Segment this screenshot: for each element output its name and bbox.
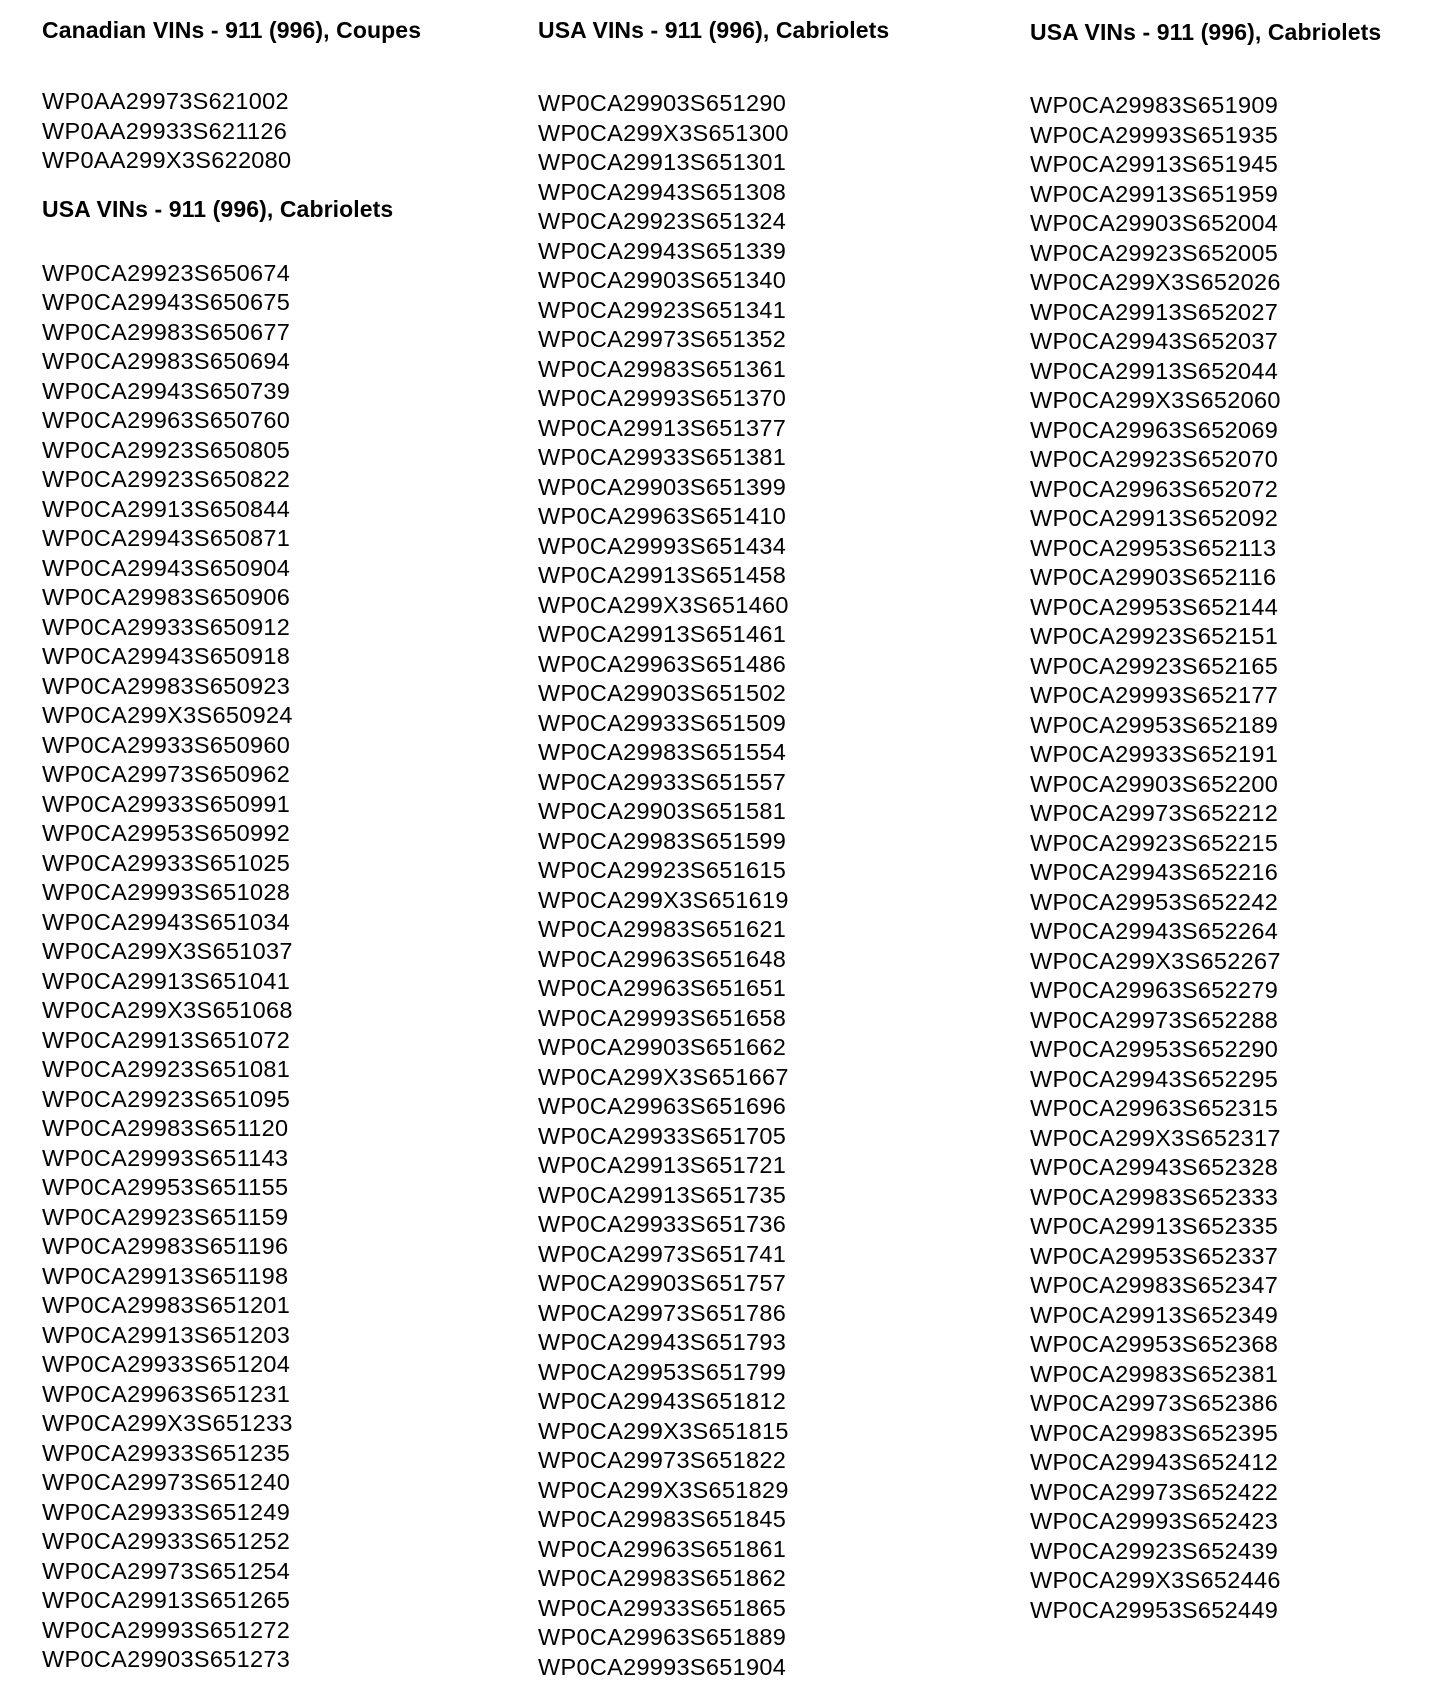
vin-list-item: WP0CA29983S651845 xyxy=(538,1505,978,1535)
vin-list-item: WP0CA29903S651581 xyxy=(538,797,978,827)
vin-list-item: WP0CA29933S651204 xyxy=(42,1350,482,1380)
vin-list-item: WP0CA29913S652349 xyxy=(1030,1301,1456,1331)
vin-list-item: WP0CA29913S652335 xyxy=(1030,1212,1456,1242)
vin-list-item: WP0CA29903S651290 xyxy=(538,89,978,119)
vin-list-item: WP0CA29993S651434 xyxy=(538,532,978,562)
vin-list-item: WP0CA29913S651461 xyxy=(538,620,978,650)
column-1 xyxy=(42,0,482,1675)
vin-list-item: WP0CA29943S650918 xyxy=(42,642,482,672)
vin-list-item: WP0CA29973S652212 xyxy=(1030,799,1456,829)
vin-list-item: WP0CA29953S652113 xyxy=(1030,534,1456,564)
vin-list-item: WP0CA29903S651273 xyxy=(42,1645,482,1675)
vin-list-item: WP0CA29933S651252 xyxy=(42,1527,482,1557)
vin-list-item: WP0CA29933S651557 xyxy=(538,768,978,798)
vin-list-item: WP0CA29913S651735 xyxy=(538,1181,978,1211)
vin-list-item: WP0CA29933S652191 xyxy=(1030,740,1456,770)
vin-list-item: WP0CA29953S650992 xyxy=(42,819,482,849)
vin-list-item: WP0CA29953S652337 xyxy=(1030,1242,1456,1272)
vin-list-item: WP0CA29913S651377 xyxy=(538,414,978,444)
vin-list-item: WP0CA29923S652215 xyxy=(1030,829,1456,859)
vin-list-item: WP0CA29903S652004 xyxy=(1030,209,1456,239)
section-heading-usa-cabriolets: USA VINs - 911 (996), Cabriolets xyxy=(538,15,978,45)
vin-list-item: WP0CA29943S651339 xyxy=(538,237,978,267)
vin-list-item: WP0CA29923S650822 xyxy=(42,465,482,495)
vin-list-item: WP0CA29923S652070 xyxy=(1030,445,1456,475)
vin-list-item: WP0CA29923S651615 xyxy=(538,856,978,886)
vin-list-item: WP0CA29973S652288 xyxy=(1030,1006,1456,1036)
vin-list-item: WP0CA29983S651862 xyxy=(538,1564,978,1594)
vin-list-canadian-coupes xyxy=(42,87,482,176)
section-heading-usa-cabriolets: USA VINs - 911 (996), Cabriolets xyxy=(1030,17,1456,47)
vin-list-usa-cabriolets-1 xyxy=(42,259,482,1675)
vin-list-item: WP0CA29913S651721 xyxy=(538,1151,978,1181)
vin-list-item: WP0CA29983S651361 xyxy=(538,355,978,385)
vin-list-usa-cabriolets-3 xyxy=(1030,91,1456,1625)
vin-list-item: WP0CA29943S652264 xyxy=(1030,917,1456,947)
vin-list-item: WP0CA29933S651381 xyxy=(538,443,978,473)
vin-list-item: WP0CA29933S651509 xyxy=(538,709,978,739)
vin-list-item: WP0CA29953S652189 xyxy=(1030,711,1456,741)
vin-list-item: WP0CA29903S651757 xyxy=(538,1269,978,1299)
vin-list-item: WP0CA29953S651799 xyxy=(538,1358,978,1388)
vin-list-item: WP0CA29973S652386 xyxy=(1030,1389,1456,1419)
vin-list-item: WP0CA29943S652216 xyxy=(1030,858,1456,888)
vin-list-item: WP0CA29913S651301 xyxy=(538,148,978,178)
vin-list-item: WP0CA29943S650871 xyxy=(42,524,482,554)
vin-list-item: WP0CA29983S651621 xyxy=(538,915,978,945)
vin-list-item: WP0CA29903S651340 xyxy=(538,266,978,296)
vin-list-item: WP0CA299X3S651233 xyxy=(42,1409,482,1439)
vin-list-item: WP0CA29963S651410 xyxy=(538,502,978,532)
vin-list-item: WP0CA29923S651341 xyxy=(538,296,978,326)
vin-list-item: WP0CA29923S651159 xyxy=(42,1203,482,1233)
vin-list-item: WP0CA29963S651231 xyxy=(42,1380,482,1410)
vin-list-item: WP0AA29933S621126 xyxy=(42,117,482,147)
vin-list-item: WP0CA29993S651935 xyxy=(1030,121,1456,151)
vin-list-item: WP0CA29963S652279 xyxy=(1030,976,1456,1006)
vin-list-item: WP0CA29903S651399 xyxy=(538,473,978,503)
vin-list-item: WP0CA29963S651648 xyxy=(538,945,978,975)
vin-list-item: WP0CA29973S652422 xyxy=(1030,1478,1456,1508)
vin-list-item: WP0CA29913S652027 xyxy=(1030,298,1456,328)
vin-list-item: WP0CA29943S651793 xyxy=(538,1328,978,1358)
column-3 xyxy=(1030,0,1456,1625)
vin-list-item: WP0CA29973S651786 xyxy=(538,1299,978,1329)
vin-list-item: WP0CA29993S651028 xyxy=(42,878,482,908)
vin-list-item: WP0CA29933S650991 xyxy=(42,790,482,820)
vin-list-item: WP0CA299X3S652446 xyxy=(1030,1566,1456,1596)
vin-list-item: WP0CA29963S651651 xyxy=(538,974,978,1004)
vin-list-item: WP0AA299X3S622080 xyxy=(42,146,482,176)
vin-list-item: WP0CA29983S652395 xyxy=(1030,1419,1456,1449)
vin-list-item: WP0CA29963S651696 xyxy=(538,1092,978,1122)
vin-list-usa-cabriolets-2 xyxy=(538,89,978,1682)
vin-list-item: WP0CA29993S652423 xyxy=(1030,1507,1456,1537)
vin-list-item: WP0CA299X3S652060 xyxy=(1030,386,1456,416)
vin-list-item: WP0CA29983S651554 xyxy=(538,738,978,768)
vin-list-item: WP0CA29923S651324 xyxy=(538,207,978,237)
vin-list-item: WP0CA29983S650906 xyxy=(42,583,482,613)
vin-list-item: WP0CA299X3S650924 xyxy=(42,701,482,731)
vin-list-item: WP0CA29943S651308 xyxy=(538,178,978,208)
vin-list-item: WP0CA29983S650677 xyxy=(42,318,482,348)
vin-list-item: WP0CA29993S652177 xyxy=(1030,681,1456,711)
vin-list-item: WP0CA29913S651945 xyxy=(1030,150,1456,180)
vin-list-item: WP0CA29993S651904 xyxy=(538,1653,978,1682)
vin-list-item: WP0CA29953S651155 xyxy=(42,1173,482,1203)
vin-list-item: WP0CA299X3S652026 xyxy=(1030,268,1456,298)
vin-list-item: WP0CA29943S652295 xyxy=(1030,1065,1456,1095)
vin-list-item: WP0CA29983S650694 xyxy=(42,347,482,377)
vin-list-item: WP0CA29913S651198 xyxy=(42,1262,482,1292)
vin-list-item: WP0CA299X3S651068 xyxy=(42,996,482,1026)
vin-list-item: WP0CA29953S652368 xyxy=(1030,1330,1456,1360)
vin-list-item: WP0CA29953S652242 xyxy=(1030,888,1456,918)
vin-list-item: WP0CA29983S652333 xyxy=(1030,1183,1456,1213)
vin-list-item: WP0CA29983S652381 xyxy=(1030,1360,1456,1390)
vin-list-item: WP0CA29963S650760 xyxy=(42,406,482,436)
vin-list-item: WP0CA29943S651812 xyxy=(538,1387,978,1417)
vin-list-item: WP0CA29963S652315 xyxy=(1030,1094,1456,1124)
vin-list-item: WP0CA29943S652037 xyxy=(1030,327,1456,357)
vin-list-item: WP0CA299X3S651829 xyxy=(538,1476,978,1506)
vin-list-item: WP0CA29953S652449 xyxy=(1030,1596,1456,1626)
vin-list-item: WP0CA29903S651502 xyxy=(538,679,978,709)
vin-list-item: WP0CA29933S651736 xyxy=(538,1210,978,1240)
vin-list-item: WP0CA29913S651265 xyxy=(42,1586,482,1616)
vin-list-item: WP0CA29993S651370 xyxy=(538,384,978,414)
vin-list-item: WP0CA29903S652116 xyxy=(1030,563,1456,593)
vin-list-item: WP0CA29963S651861 xyxy=(538,1535,978,1565)
vin-list-item: WP0CA29973S651240 xyxy=(42,1468,482,1498)
vin-list-item: WP0CA29923S651081 xyxy=(42,1055,482,1085)
vin-list-item: WP0CA29923S652165 xyxy=(1030,652,1456,682)
vin-list-item: WP0CA29993S651658 xyxy=(538,1004,978,1034)
vin-list-item: WP0CA29913S651072 xyxy=(42,1026,482,1056)
vin-list-item: WP0CA299X3S651815 xyxy=(538,1417,978,1447)
vin-list-item: WP0CA29993S651272 xyxy=(42,1616,482,1646)
vin-list-item: WP0CA29933S651705 xyxy=(538,1122,978,1152)
vin-list-item: WP0CA29913S651203 xyxy=(42,1321,482,1351)
vin-list-item: WP0CA29923S650805 xyxy=(42,436,482,466)
vin-list-item: WP0CA29923S651095 xyxy=(42,1085,482,1115)
vin-list-item: WP0CA29953S652144 xyxy=(1030,593,1456,623)
vin-list-item: WP0CA29983S651201 xyxy=(42,1291,482,1321)
vin-list-item: WP0CA29933S650960 xyxy=(42,731,482,761)
vin-list-item: WP0CA29903S652200 xyxy=(1030,770,1456,800)
vin-list-item: WP0CA299X3S651037 xyxy=(42,937,482,967)
vin-list-item: WP0CA29913S651041 xyxy=(42,967,482,997)
section-heading-canadian-coupes: Canadian VINs - 911 (996), Coupes xyxy=(42,15,482,45)
vin-list-item: WP0CA29933S651865 xyxy=(538,1594,978,1624)
vin-list-item: WP0CA29973S650962 xyxy=(42,760,482,790)
vin-list-item: WP0CA29933S651025 xyxy=(42,849,482,879)
vin-list-item: WP0CA29983S651909 xyxy=(1030,91,1456,121)
vin-list-item: WP0CA29943S652328 xyxy=(1030,1153,1456,1183)
vin-list-item: WP0CA29913S650844 xyxy=(42,495,482,525)
vin-list-item: WP0CA299X3S651667 xyxy=(538,1063,978,1093)
vin-list-item: WP0CA29943S650675 xyxy=(42,288,482,318)
vin-list-item: WP0CA29953S652290 xyxy=(1030,1035,1456,1065)
vin-list-item: WP0CA29923S650674 xyxy=(42,259,482,289)
vin-list-item: WP0CA29923S652439 xyxy=(1030,1537,1456,1567)
vin-list-item: WP0CA299X3S652267 xyxy=(1030,947,1456,977)
vin-list-item: WP0CA299X3S651300 xyxy=(538,119,978,149)
vin-list-item: WP0CA29983S650923 xyxy=(42,672,482,702)
vin-list-item: WP0CA299X3S651460 xyxy=(538,591,978,621)
vin-list-item: WP0CA29913S652092 xyxy=(1030,504,1456,534)
vin-list-item: WP0AA29973S621002 xyxy=(42,87,482,117)
vin-list-item: WP0CA29993S651143 xyxy=(42,1144,482,1174)
vin-list-item: WP0CA29943S650739 xyxy=(42,377,482,407)
vin-list-item: WP0CA29933S651249 xyxy=(42,1498,482,1528)
vin-list-item: WP0CA29943S650904 xyxy=(42,554,482,584)
section-heading-usa-cabriolets: USA VINs - 911 (996), Cabriolets xyxy=(42,194,482,224)
vin-list-item: WP0CA29973S651254 xyxy=(42,1557,482,1587)
vin-list-item: WP0CA299X3S652317 xyxy=(1030,1124,1456,1154)
vin-list-item: WP0CA29923S652005 xyxy=(1030,239,1456,269)
vin-list-item: WP0CA29973S651822 xyxy=(538,1446,978,1476)
vin-list-item: WP0CA29983S652347 xyxy=(1030,1271,1456,1301)
vin-list-item: WP0CA29963S652069 xyxy=(1030,416,1456,446)
vin-list-item: WP0CA29943S652412 xyxy=(1030,1448,1456,1478)
vin-list-item: WP0CA29923S652151 xyxy=(1030,622,1456,652)
vin-list-item: WP0CA29983S651196 xyxy=(42,1232,482,1262)
vin-list-item: WP0CA29973S651741 xyxy=(538,1240,978,1270)
vin-list-item: WP0CA29963S651889 xyxy=(538,1623,978,1653)
vin-list-item: WP0CA29913S651959 xyxy=(1030,180,1456,210)
vin-list-item: WP0CA29933S650912 xyxy=(42,613,482,643)
column-2 xyxy=(538,0,978,1682)
vin-list-item: WP0CA29913S652044 xyxy=(1030,357,1456,387)
vin-list-item: WP0CA29933S651235 xyxy=(42,1439,482,1469)
vin-list-item: WP0CA29913S651458 xyxy=(538,561,978,591)
vin-list-item: WP0CA29963S652072 xyxy=(1030,475,1456,505)
vin-list-item: WP0CA29973S651352 xyxy=(538,325,978,355)
vin-list-item: WP0CA29983S651120 xyxy=(42,1114,482,1144)
vin-list-item: WP0CA29983S651599 xyxy=(538,827,978,857)
vin-list-item: WP0CA299X3S651619 xyxy=(538,886,978,916)
vin-list-item: WP0CA29963S651486 xyxy=(538,650,978,680)
vin-list-item: WP0CA29943S651034 xyxy=(42,908,482,938)
vin-list-item: WP0CA29903S651662 xyxy=(538,1033,978,1063)
